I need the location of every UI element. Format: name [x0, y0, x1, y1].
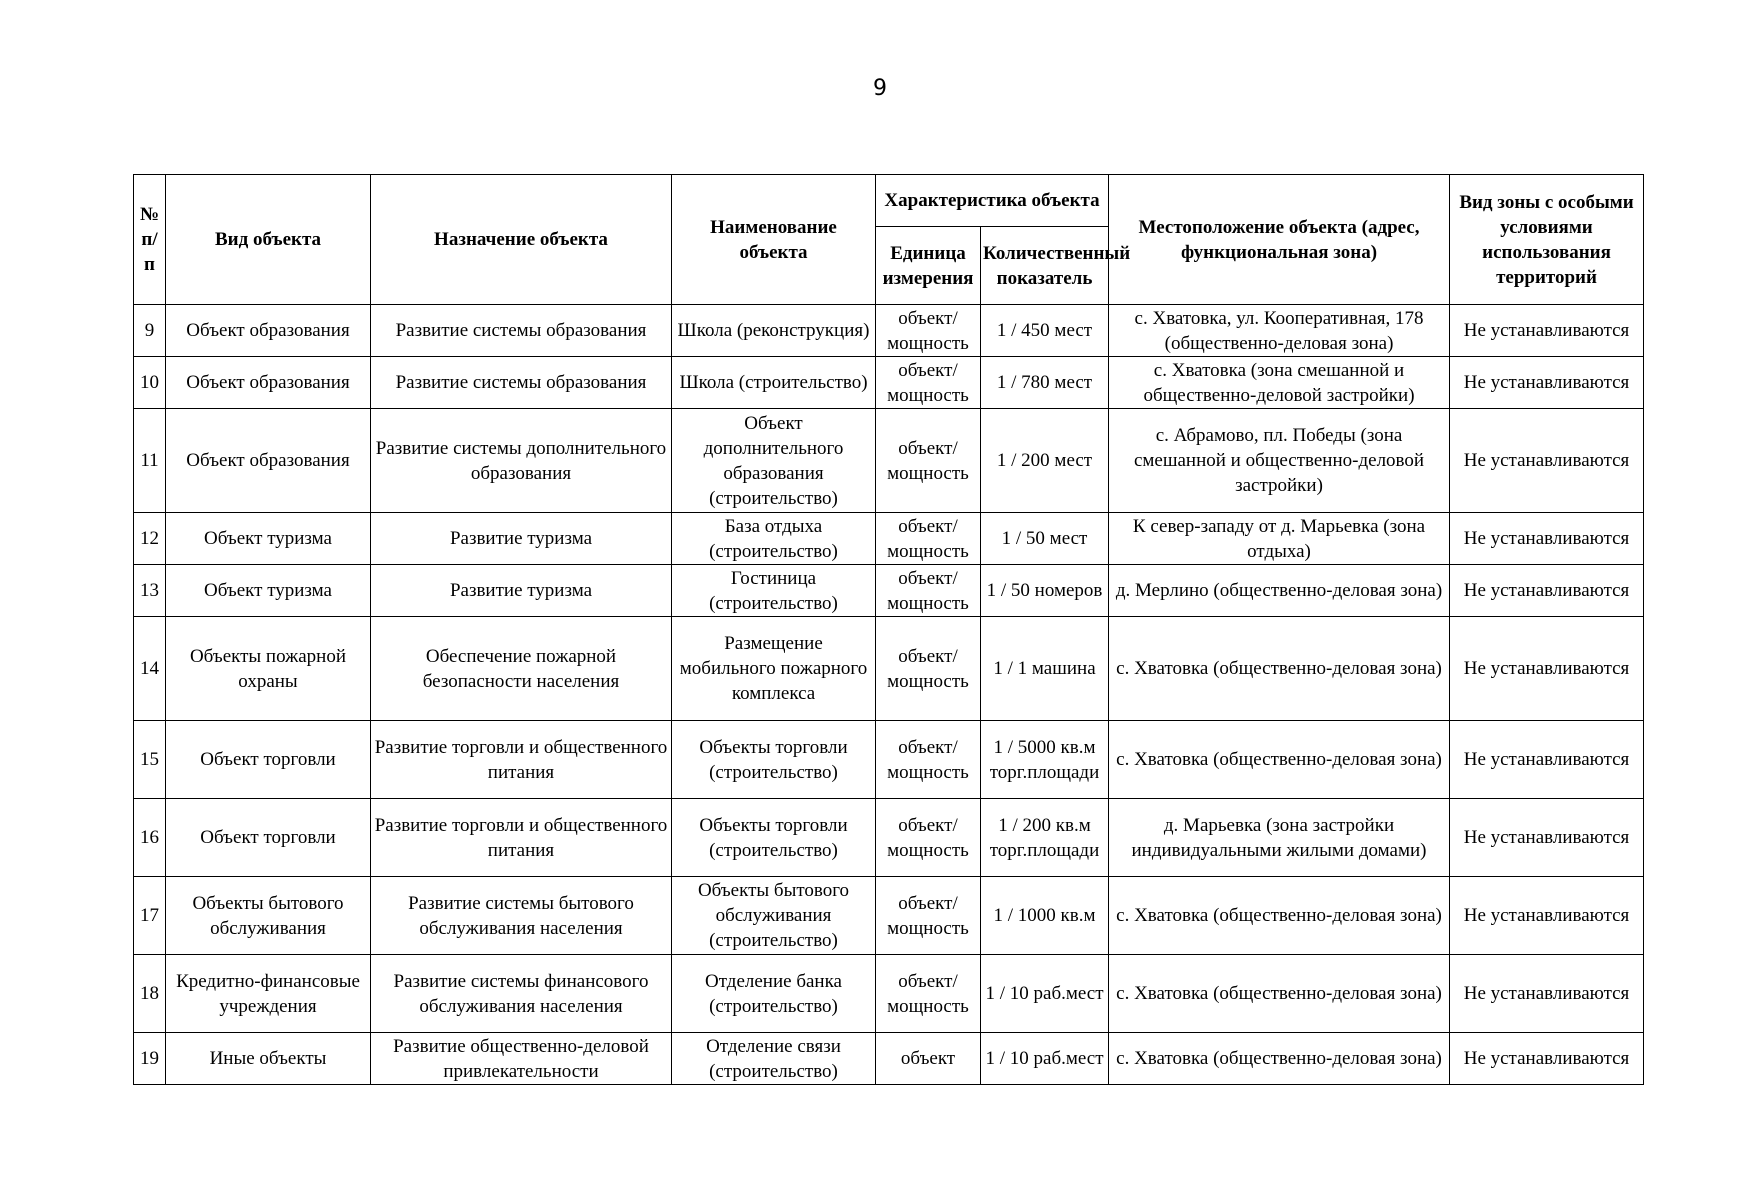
- cell-location: К север-западу от д. Марьевка (зона отдыха): [1109, 513, 1450, 565]
- cell-purpose: Обеспечение пожарной безопасности населения: [371, 617, 672, 721]
- cell-quantity: 1 / 780 мест: [981, 357, 1109, 409]
- cell-type: Объект образования: [166, 305, 371, 357]
- cell-unit: объект/ мощность: [876, 409, 981, 513]
- cell-type: Объекты бытового обслуживания: [166, 877, 371, 955]
- cell-type: Объекты пожарной охраны: [166, 617, 371, 721]
- cell-unit: объект/ мощность: [876, 565, 981, 617]
- header-quantity: Количественный показатель: [981, 227, 1109, 305]
- header-type: Вид объекта: [166, 175, 371, 305]
- cell-quantity: 1 / 1000 кв.м: [981, 877, 1109, 955]
- header-zone: Вид зоны с особыми условиями использования территорий: [1450, 175, 1644, 305]
- cell-type: Объект торговли: [166, 721, 371, 799]
- cell-type: Объект туризма: [166, 513, 371, 565]
- cell-quantity: 1 / 50 номеров: [981, 565, 1109, 617]
- cell-zone: Не устанавливаются: [1450, 565, 1644, 617]
- cell-location: с. Хватовка (зона смешанной и общественно-деловой застройки): [1109, 357, 1450, 409]
- cell-unit: объект/ мощность: [876, 955, 981, 1033]
- cell-name: Отделение банка (строительство): [672, 955, 876, 1033]
- header-num: № п/п: [134, 175, 166, 305]
- cell-name: Объекты торговли (строительство): [672, 799, 876, 877]
- cell-name: Гостиница (строительство): [672, 565, 876, 617]
- cell-quantity: 1 / 10 раб.мест: [981, 955, 1109, 1033]
- table-row: [134, 1033, 1644, 1085]
- cell-purpose: Развитие системы финансового обслуживания населения: [371, 955, 672, 1033]
- cell-location: с. Хватовка (общественно-деловая зона): [1109, 877, 1450, 955]
- cell-type: Объект торговли: [166, 799, 371, 877]
- cell-zone: Не устанавливаются: [1450, 409, 1644, 513]
- cell-location: д. Марьевка (зона застройки индивидуальными жилыми домами): [1109, 799, 1450, 877]
- table-row: [134, 513, 1644, 565]
- cell-num: 11: [134, 409, 166, 513]
- cell-unit: объект/ мощность: [876, 721, 981, 799]
- cell-unit: объект/ мощность: [876, 799, 981, 877]
- cell-zone: Не устанавливаются: [1450, 513, 1644, 565]
- cell-zone: Не устанавливаются: [1450, 877, 1644, 955]
- cell-zone: Не устанавливаются: [1450, 721, 1644, 799]
- cell-location: с. Хватовка (общественно-деловая зона): [1109, 617, 1450, 721]
- cell-zone: Не устанавливаются: [1450, 617, 1644, 721]
- cell-purpose: Развитие туризма: [371, 565, 672, 617]
- table-row: [134, 617, 1644, 721]
- cell-quantity: 1 / 50 мест: [981, 513, 1109, 565]
- cell-name: Объекты торговли (строительство): [672, 721, 876, 799]
- header-name: Наименование объекта: [672, 175, 876, 305]
- cell-name: Объект дополнительного образования (строительство): [672, 409, 876, 513]
- cell-type: Объект туризма: [166, 565, 371, 617]
- cell-num: 18: [134, 955, 166, 1033]
- cell-purpose: Развитие торговли и общественного питания: [371, 799, 672, 877]
- cell-num: 15: [134, 721, 166, 799]
- cell-purpose: Развитие общественно-деловой привлекательности: [371, 1033, 672, 1085]
- cell-purpose: Развитие туризма: [371, 513, 672, 565]
- cell-num: 17: [134, 877, 166, 955]
- cell-unit: объект/ мощность: [876, 617, 981, 721]
- cell-location: с. Абрамово, пл. Победы (зона смешанной и общественно-деловой застройки): [1109, 409, 1450, 513]
- cell-num: 19: [134, 1033, 166, 1085]
- page-number: 9: [873, 76, 887, 101]
- cell-name: База отдыха (строительство): [672, 513, 876, 565]
- cell-zone: Не устанавливаются: [1450, 1033, 1644, 1085]
- cell-location: с. Хватовка, ул. Кооперативная, 178 (общественно-деловая зона): [1109, 305, 1450, 357]
- table-row: [134, 799, 1644, 877]
- cell-name: Школа (реконструкция): [672, 305, 876, 357]
- cell-unit: объект/ мощность: [876, 305, 981, 357]
- cell-name: Отделение связи (строительство): [672, 1033, 876, 1085]
- table-row: [134, 877, 1644, 955]
- cell-type: Кредитно-финансовые учреждения: [166, 955, 371, 1033]
- cell-name: Объекты бытового обслуживания (строительство): [672, 877, 876, 955]
- cell-zone: Не устанавливаются: [1450, 799, 1644, 877]
- cell-type: Иные объекты: [166, 1033, 371, 1085]
- cell-quantity: 1 / 5000 кв.м торг.площади: [981, 721, 1109, 799]
- cell-quantity: 1 / 200 кв.м торг.площади: [981, 799, 1109, 877]
- cell-zone: Не устанавливаются: [1450, 305, 1644, 357]
- cell-location: с. Хватовка (общественно-деловая зона): [1109, 955, 1450, 1033]
- objects-table: [133, 174, 1644, 1085]
- cell-quantity: 1 / 450 мест: [981, 305, 1109, 357]
- cell-quantity: 1 / 200 мест: [981, 409, 1109, 513]
- table-row: [134, 721, 1644, 799]
- cell-unit: объект/ мощность: [876, 513, 981, 565]
- cell-zone: Не устанавливаются: [1450, 357, 1644, 409]
- cell-num: 10: [134, 357, 166, 409]
- cell-location: д. Мерлино (общественно-деловая зона): [1109, 565, 1450, 617]
- header-purpose: Назначение объекта: [371, 175, 672, 305]
- cell-purpose: Развитие системы дополнительного образования: [371, 409, 672, 513]
- cell-unit: объект/ мощность: [876, 357, 981, 409]
- cell-num: 9: [134, 305, 166, 357]
- table-row: [134, 357, 1644, 409]
- header-location: Местоположение объекта (адрес, функциональная зона): [1109, 175, 1450, 305]
- cell-purpose: Развитие системы образования: [371, 305, 672, 357]
- cell-name: Размещение мобильного пожарного комплекса: [672, 617, 876, 721]
- cell-location: с. Хватовка (общественно-деловая зона): [1109, 1033, 1450, 1085]
- cell-quantity: 1 / 10 раб.мест: [981, 1033, 1109, 1085]
- cell-type: Объект образования: [166, 357, 371, 409]
- cell-name: Школа (строительство): [672, 357, 876, 409]
- cell-purpose: Развитие системы бытового обслуживания населения: [371, 877, 672, 955]
- cell-purpose: Развитие торговли и общественного питания: [371, 721, 672, 799]
- table-row: [134, 409, 1644, 513]
- cell-quantity: 1 / 1 машина: [981, 617, 1109, 721]
- cell-zone: Не устанавливаются: [1450, 955, 1644, 1033]
- header-characteristics: Характеристика объекта: [876, 175, 1109, 227]
- cell-location: с. Хватовка (общественно-деловая зона): [1109, 721, 1450, 799]
- cell-purpose: Развитие системы образования: [371, 357, 672, 409]
- table-row: [134, 565, 1644, 617]
- cell-unit: объект: [876, 1033, 981, 1085]
- table-row: [134, 305, 1644, 357]
- cell-num: 14: [134, 617, 166, 721]
- cell-unit: объект/ мощность: [876, 877, 981, 955]
- cell-type: Объект образования: [166, 409, 371, 513]
- cell-num: 12: [134, 513, 166, 565]
- header-unit: Единица измерения: [876, 227, 981, 305]
- table-row: [134, 955, 1644, 1033]
- cell-num: 13: [134, 565, 166, 617]
- cell-num: 16: [134, 799, 166, 877]
